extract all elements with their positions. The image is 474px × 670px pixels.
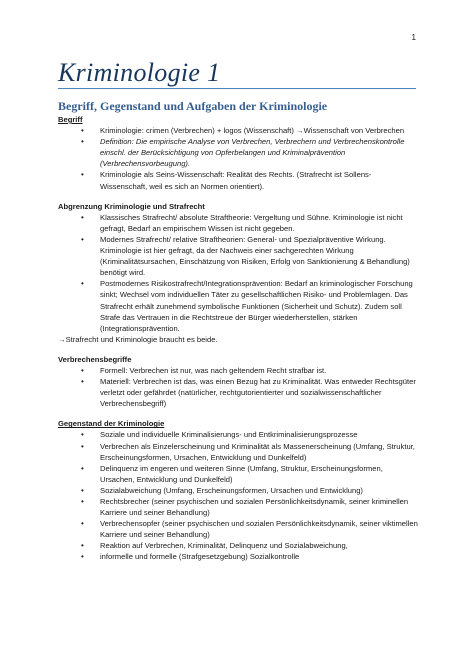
- section-heading-verbrechensbegriffe: Verbrechensbegriffe: [58, 354, 132, 364]
- list-item: • Kriminologie als Seins-Wissenschaft: Realität des Rechts. (Strafrecht ist Sollens-Wissenschaft, weil es sich an Normen orientiert).: [81, 170, 372, 191]
- bullet-icon: •: [81, 212, 84, 222]
- section-heading-gegenstand: Gegenstand der Kriminologie: [58, 419, 165, 429]
- bullet-icon: •: [81, 541, 84, 551]
- main-heading: Begriff, Gegenstand und Aufgaben der Kriminologie: [58, 99, 328, 113]
- page-number: 1: [411, 33, 416, 42]
- bullet-icon: •: [81, 552, 84, 562]
- title-underline: [58, 88, 416, 89]
- bullet-icon: •: [81, 365, 84, 375]
- bullet-icon: •: [81, 170, 84, 180]
- bullet-icon: •: [81, 519, 84, 529]
- section-heading-begriff: Begriff: [58, 115, 83, 124]
- bullet-icon: •: [81, 234, 84, 244]
- abgrenzung-list: [58, 212, 418, 334]
- bullet-icon: •: [81, 430, 84, 440]
- list-item: • Formell: Verbrechen ist nur, was nach geltendem Recht strafbar ist.: [81, 365, 327, 375]
- list-item: • Rechtsbrecher (seiner psychischen und sozialen Persönlichkeitsdynamik, seiner kriminellen Karriere und seiner Behandlung): [81, 497, 409, 518]
- bullet-icon: •: [81, 137, 84, 147]
- list-item: • Klassisches Strafrecht/ absolute Straftheorie: Vergeltung und Sühne. Kriminologie ist nicht gefragt, Bedarf an empirischem Wissen ist nicht gegeben.: [81, 212, 403, 233]
- bullet-icon: •: [81, 441, 84, 451]
- list-item: • Sozialabweichung (Umfang, Erscheinungsformen, Ursachen und Entwicklung): [81, 485, 363, 495]
- list-item: • Modernes Strafrecht/ relative Straftheorien: General- und Spezialpräventive Wirkung. Kriminologie ist hier gefragt, da der Nachweis einer sachgerechten Wirkung (Kriminalitätsursachen, Einschätzung von Risiken, Erfolg von Sanktionierung & Behandlung) benötigt wird.: [81, 234, 410, 278]
- list-item: • Verbrechen als Einzelerscheinung und Kriminalität als Massenerscheinung (Umfang, Struktur, Erscheinungsformen, Ursachen, Entwicklung und Dunkelfeld): [81, 441, 415, 462]
- list-item: • Delinquenz im engeren und weiteren Sinne (Umfang, Struktur, Erscheinungsformen, Ursachen, Entwicklung und Dunkelfeld): [81, 463, 383, 484]
- list-item: • Kriminologie: crimen (Verbrechen) + logos (Wissenschaft) →Wissenschaft von Verbrechen: [81, 126, 405, 136]
- list-item: • Postmodernes Risikostrafrecht/Integrationsprävention: Bedarf an kriminologischer Forschung sinkt; Wechsel vom individuellen Täter zu gesellschaftlichen Risiko- und Problemlagen. Das Strafrecht erhält zunehmend symbolische Funktionen (Sicherheit und Schutz). Zudem soll Strafe das Vertrauen in die Rechtstreue der Bürger wiederherstellen, stärken (Integrationsprävention.: [81, 279, 413, 333]
- bullet-icon: •: [81, 126, 84, 136]
- bullet-icon: •: [81, 485, 84, 495]
- bullet-icon: •: [81, 463, 84, 473]
- bullet-icon: •: [81, 497, 84, 506]
- list-item: • Reaktion auf Verbrechen, Kriminalität, Delinquenz und Sozialabweichung,: [81, 541, 348, 551]
- gegenstand-list: [58, 429, 418, 562]
- list-item: • Soziale und individuelle Kriminalisierungs- und Entkriminalisierungsprozesse: [81, 430, 358, 440]
- list-item: • informelle und formelle (Strafgesetzgebung) Sozialkontrolle: [81, 552, 300, 562]
- begriff-list: [58, 125, 418, 192]
- bullet-icon: •: [81, 377, 84, 387]
- page-title: Kriminologie 1: [58, 58, 221, 87]
- verbrechensbegriffe-list: [58, 365, 418, 409]
- conclusion-line: →Strafrecht und Kriminologie braucht es beide.: [58, 334, 218, 344]
- list-item: • Materiell: Verbrechen ist das, was einen Bezug hat zu Kriminalität. Was entweder Rechtsgüter verletzt oder gefährdet (natürlicher, rechtgutorientierter und sozialwissenschaftlicher Verbrechensbegriff): [81, 377, 416, 409]
- list-item: • Verbrechensopfer (seiner psychischen und sozialen Persönlichkeitsdynamik, seiner viktimellen Karriere und seiner Behandlung): [81, 519, 418, 540]
- list-item: • Definition: Die empirische Analyse von Verbrechen, Verbrechern und Verbrechenskontrolle einschl. der Berücksichtigung von Opferbelangen und Kriminalprävention (Verbrechensvorbeugung).: [81, 137, 405, 169]
- section-heading-abgrenzung: Abgrenzung Kriminologie und Strafrecht: [58, 201, 205, 211]
- bullet-icon: •: [81, 279, 84, 289]
- document-body: [58, 99, 418, 563]
